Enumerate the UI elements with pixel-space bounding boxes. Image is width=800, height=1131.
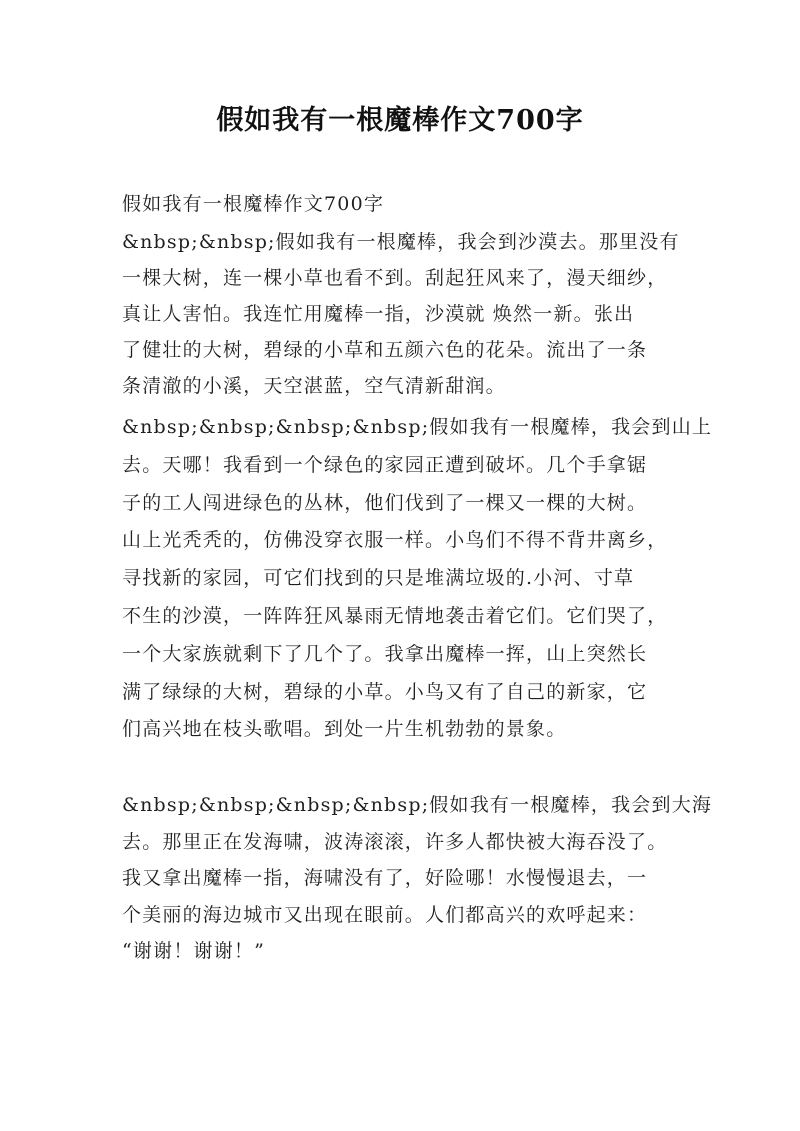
paragraph-line: 一个大家族就剩下了几个了。我拿出魔棒一挥，山上突然长 [122, 642, 648, 665]
paragraph-line: 了健壮的大树，碧绿的小草和五颜六色的花朵。流出了一条 [122, 339, 648, 361]
paragraph-line: 们高兴地在枝头歌唱。到处一片生机勃勃的景象。 [122, 718, 567, 741]
subtitle-line: 假如我有一根魔棒作文700字 [122, 193, 385, 215]
paragraph-line: 一棵大树，连一棵小草也看不到。刮起狂风来了，漫天细纱， [122, 267, 668, 289]
paragraph-line: 去。天哪！我看到一个绿色的家园正遭到破坏。几个手拿锯 [122, 453, 648, 476]
paragraph-2 [122, 409, 713, 749]
paragraph-line: “谢谢！谢谢！” [122, 940, 266, 962]
paragraph-line: 条清澈的小溪，天空湛蓝，空气清新甜润。 [122, 375, 506, 397]
paragraph-1 [122, 224, 692, 404]
paragraph-line: &nbsp;&nbsp;假如我有一根魔棒，我会到沙漠去。那里没有 [122, 231, 680, 253]
paragraph-3 [122, 787, 713, 970]
paragraph-line: 个美丽的海边城市又出现在眼前。人们都高兴的欢呼起来： [122, 903, 648, 926]
paragraph-line: 寻找新的家园，可它们找到的只是堆满垃圾的.小河、寸草 [122, 567, 635, 590]
paragraph-line: &nbsp;&nbsp;&nbsp;&nbsp;假如我有一根魔棒，我会到大海 [122, 794, 713, 816]
paragraph-line: 满了绿绿的大树，碧绿的小草。小鸟又有了自己的新家，它 [122, 680, 648, 703]
paragraph-line: 我又拿出魔棒一指，海啸没有了，好险哪！水慢慢退去，一 [122, 867, 648, 889]
paragraph-line: 真让人害怕。我连忙用魔棒一指，沙漠就 焕然一新。张出 [122, 303, 635, 325]
paragraph-line: 子的工人闯进绿色的丛林，他们伐到了一棵又一棵的大树。 [122, 491, 648, 514]
document-subtitle [122, 186, 692, 222]
paragraph-line: 不生的沙漠，一阵阵狂风暴雨无情地袭击着它们。它们哭了， [122, 604, 668, 627]
paragraph-line: &nbsp;&nbsp;&nbsp;&nbsp;假如我有一根魔棒，我会到山上 [122, 416, 713, 438]
paragraph-line: 去。那里正在发海啸，波涛滚滚，许多人都快被大海吞没了。 [122, 830, 668, 853]
paragraph-line: 山上光秃秃的，仿佛没穿衣服一样。小鸟们不得不背井离乡， [122, 529, 668, 552]
document-title: 假如我有一根魔棒作文700字 [216, 105, 584, 136]
